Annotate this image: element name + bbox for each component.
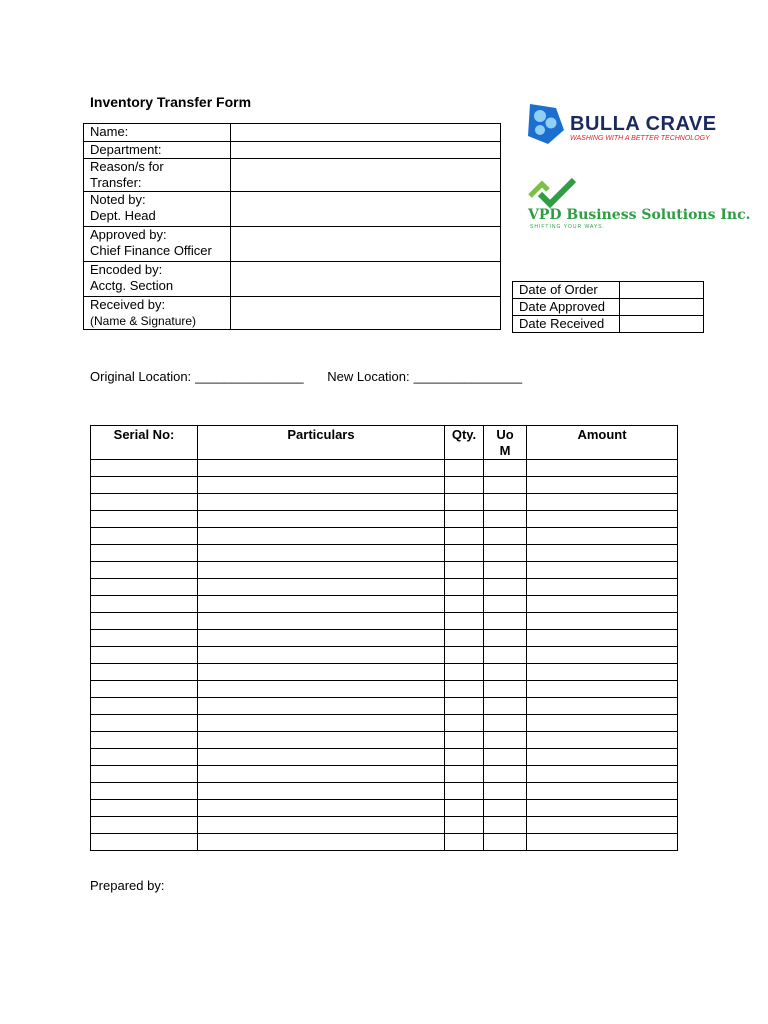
qty-cell[interactable] [445,613,484,630]
qty-cell[interactable] [445,647,484,664]
qty-cell[interactable] [445,494,484,511]
table-row [91,732,678,749]
info-label: Reason/s for Transfer: [84,159,231,192]
qty-cell[interactable] [445,460,484,477]
col-amount-header: Amount [527,426,678,460]
uom-cell[interactable] [484,698,527,715]
serial-cell[interactable] [91,647,198,664]
serial-cell[interactable] [91,596,198,613]
date-received-field[interactable] [620,316,704,333]
col-uom-header: Uo M [484,426,527,460]
uom-cell[interactable] [484,783,527,800]
table-row [91,460,678,477]
serial-cell[interactable] [91,494,198,511]
info-label: Department: [84,142,231,159]
name-field[interactable] [231,124,501,142]
amount-cell[interactable] [527,511,678,528]
date-of-order-field[interactable] [620,282,704,299]
reason-field[interactable] [231,159,501,192]
bulla-crave-tagline: WASHING WITH A BETTER TECHNOLOGY [570,135,710,142]
amount-cell[interactable] [527,800,678,817]
location-line [90,369,536,384]
qty-cell[interactable] [445,562,484,579]
department-field[interactable] [231,142,501,159]
particulars-cell[interactable] [198,732,445,749]
particulars-cell[interactable] [198,613,445,630]
amount-cell[interactable] [527,562,678,579]
info-row-approved-by [84,227,501,262]
table-row [91,511,678,528]
particulars-cell[interactable] [198,630,445,647]
table-row [91,545,678,562]
qty-cell[interactable] [445,630,484,647]
uom-cell[interactable] [484,630,527,647]
uom-cell[interactable] [484,545,527,562]
particulars-cell[interactable] [198,766,445,783]
amount-cell[interactable] [527,732,678,749]
particulars-cell[interactable] [198,800,445,817]
amount-cell[interactable] [527,613,678,630]
uom-cell[interactable] [484,562,527,579]
particulars-cell[interactable] [198,494,445,511]
particulars-cell[interactable] [198,528,445,545]
amount-cell[interactable] [527,596,678,613]
amount-cell[interactable] [527,630,678,647]
uom-cell[interactable] [484,460,527,477]
qty-cell[interactable] [445,783,484,800]
original-location-field[interactable]: _______________ [195,369,304,384]
uom-cell[interactable] [484,817,527,834]
info-label: Encoded by: Acctg. Section [84,262,231,297]
particulars-cell[interactable] [198,715,445,732]
received-by-field[interactable] [231,297,501,330]
serial-cell[interactable] [91,664,198,681]
table-row [91,800,678,817]
uom-cell[interactable] [484,477,527,494]
date-row [513,299,704,316]
amount-cell[interactable] [527,460,678,477]
uom-cell[interactable] [484,647,527,664]
uom-cell[interactable] [484,664,527,681]
noted-by-field[interactable] [231,192,501,227]
date-received-label: Date Received [513,316,620,333]
new-location-field[interactable]: _______________ [413,369,523,384]
table-row [91,613,678,630]
serial-cell[interactable] [91,783,198,800]
serial-cell[interactable] [91,766,198,783]
serial-cell[interactable] [91,460,198,477]
info-label: Received by: (Name & Signature) [84,297,231,330]
date-row [513,316,704,333]
qty-cell[interactable] [445,545,484,562]
vpd-logo [528,176,751,234]
serial-cell[interactable] [91,613,198,630]
serial-cell[interactable] [91,732,198,749]
amount-cell[interactable] [527,749,678,766]
particulars-cell[interactable] [198,596,445,613]
uom-cell[interactable] [484,511,527,528]
uom-cell[interactable] [484,732,527,749]
amount-cell[interactable] [527,579,678,596]
serial-cell[interactable] [91,528,198,545]
uom-cell[interactable] [484,766,527,783]
particulars-cell[interactable] [198,477,445,494]
table-row [91,834,678,851]
qty-cell[interactable] [445,664,484,681]
uom-cell[interactable] [484,834,527,851]
particulars-cell[interactable] [198,681,445,698]
particulars-cell[interactable] [198,749,445,766]
qty-cell[interactable] [445,715,484,732]
table-row [91,749,678,766]
qty-cell[interactable] [445,579,484,596]
bubbles-logo-icon [526,102,566,146]
table-row [91,681,678,698]
table-row [91,630,678,647]
info-row-noted-by [84,192,501,227]
table-row [91,664,678,681]
bulla-crave-logo [526,102,726,148]
particulars-cell[interactable] [198,817,445,834]
serial-cell[interactable] [91,681,198,698]
serial-cell[interactable] [91,698,198,715]
date-row [513,282,704,299]
qty-cell[interactable] [445,766,484,783]
amount-cell[interactable] [527,494,678,511]
date-approved-label: Date Approved [513,299,620,316]
qty-cell[interactable] [445,800,484,817]
amount-cell[interactable] [527,664,678,681]
serial-cell[interactable] [91,715,198,732]
approved-by-field[interactable] [231,227,501,262]
serial-cell[interactable] [91,579,198,596]
particulars-cell[interactable] [198,545,445,562]
particulars-cell[interactable] [198,698,445,715]
table-row [91,783,678,800]
serial-cell[interactable] [91,800,198,817]
table-row [91,817,678,834]
info-label: Approved by: Chief Finance Officer [84,227,231,262]
encoded-by-field[interactable] [231,262,501,297]
col-qty-header: Qty. [445,426,484,460]
amount-cell[interactable] [527,715,678,732]
amount-cell[interactable] [527,477,678,494]
info-row-received-by [84,297,501,330]
qty-cell[interactable] [445,681,484,698]
particulars-cell[interactable] [198,664,445,681]
items-table [90,425,678,851]
particulars-cell[interactable] [198,511,445,528]
table-row [91,579,678,596]
info-row-department [84,142,501,159]
uom-cell[interactable] [484,579,527,596]
amount-cell[interactable] [527,834,678,851]
amount-cell[interactable] [527,698,678,715]
requester-info-table [83,123,501,330]
col-particulars-header: Particulars [198,426,445,460]
particulars-cell[interactable] [198,562,445,579]
table-row [91,596,678,613]
amount-cell[interactable] [527,783,678,800]
info-row-name [84,124,501,142]
uom-cell[interactable] [484,596,527,613]
table-row [91,477,678,494]
serial-cell[interactable] [91,545,198,562]
qty-cell[interactable] [445,698,484,715]
amount-cell[interactable] [527,545,678,562]
serial-cell[interactable] [91,630,198,647]
info-label: Noted by: Dept. Head [84,192,231,227]
date-approved-field[interactable] [620,299,704,316]
table-row [91,562,678,579]
qty-cell[interactable] [445,817,484,834]
info-row-reason [84,159,501,192]
qty-cell[interactable] [445,596,484,613]
serial-cell[interactable] [91,477,198,494]
uom-cell[interactable] [484,715,527,732]
serial-cell[interactable] [91,749,198,766]
table-row [91,698,678,715]
amount-cell[interactable] [527,528,678,545]
uom-cell[interactable] [484,494,527,511]
info-row-encoded-by [84,262,501,297]
particulars-cell[interactable] [198,579,445,596]
date-of-order-label: Date of Order [513,282,620,299]
amount-cell[interactable] [527,817,678,834]
vpd-name: VPD Business Solutions Inc. [528,207,751,223]
qty-cell[interactable] [445,749,484,766]
uom-cell[interactable] [484,528,527,545]
qty-cell[interactable] [445,732,484,749]
qty-cell[interactable] [445,528,484,545]
form-title: Inventory Transfer Form [90,94,252,110]
table-row [91,494,678,511]
prepared-by-label: Prepared by: [90,878,165,893]
qty-cell[interactable] [445,477,484,494]
info-label: Name: [84,124,231,142]
serial-cell[interactable] [91,834,198,851]
uom-cell[interactable] [484,800,527,817]
serial-cell[interactable] [91,817,198,834]
serial-cell[interactable] [91,562,198,579]
bulla-crave-name: BULLA CRAVE [570,113,717,135]
serial-cell[interactable] [91,511,198,528]
items-body [91,460,678,851]
particulars-cell[interactable] [198,460,445,477]
uom-cell[interactable] [484,749,527,766]
col-serial-header: Serial No: [91,426,198,460]
amount-cell[interactable] [527,647,678,664]
qty-cell[interactable] [445,834,484,851]
items-header-row [91,426,678,460]
amount-cell[interactable] [527,681,678,698]
particulars-cell[interactable] [198,834,445,851]
original-location-label: Original Location: [90,369,192,384]
particulars-cell[interactable] [198,783,445,800]
new-location-label: New Location: [327,369,410,384]
qty-cell[interactable] [445,511,484,528]
table-row [91,528,678,545]
uom-cell[interactable] [484,613,527,630]
table-row [91,647,678,664]
check-diamond-logo-icon [528,176,586,208]
vpd-tagline: SHIFTING YOUR WAYS. [530,224,606,230]
table-row [91,715,678,732]
particulars-cell[interactable] [198,647,445,664]
dates-table [512,281,704,333]
table-row [91,766,678,783]
amount-cell[interactable] [527,766,678,783]
uom-cell[interactable] [484,681,527,698]
